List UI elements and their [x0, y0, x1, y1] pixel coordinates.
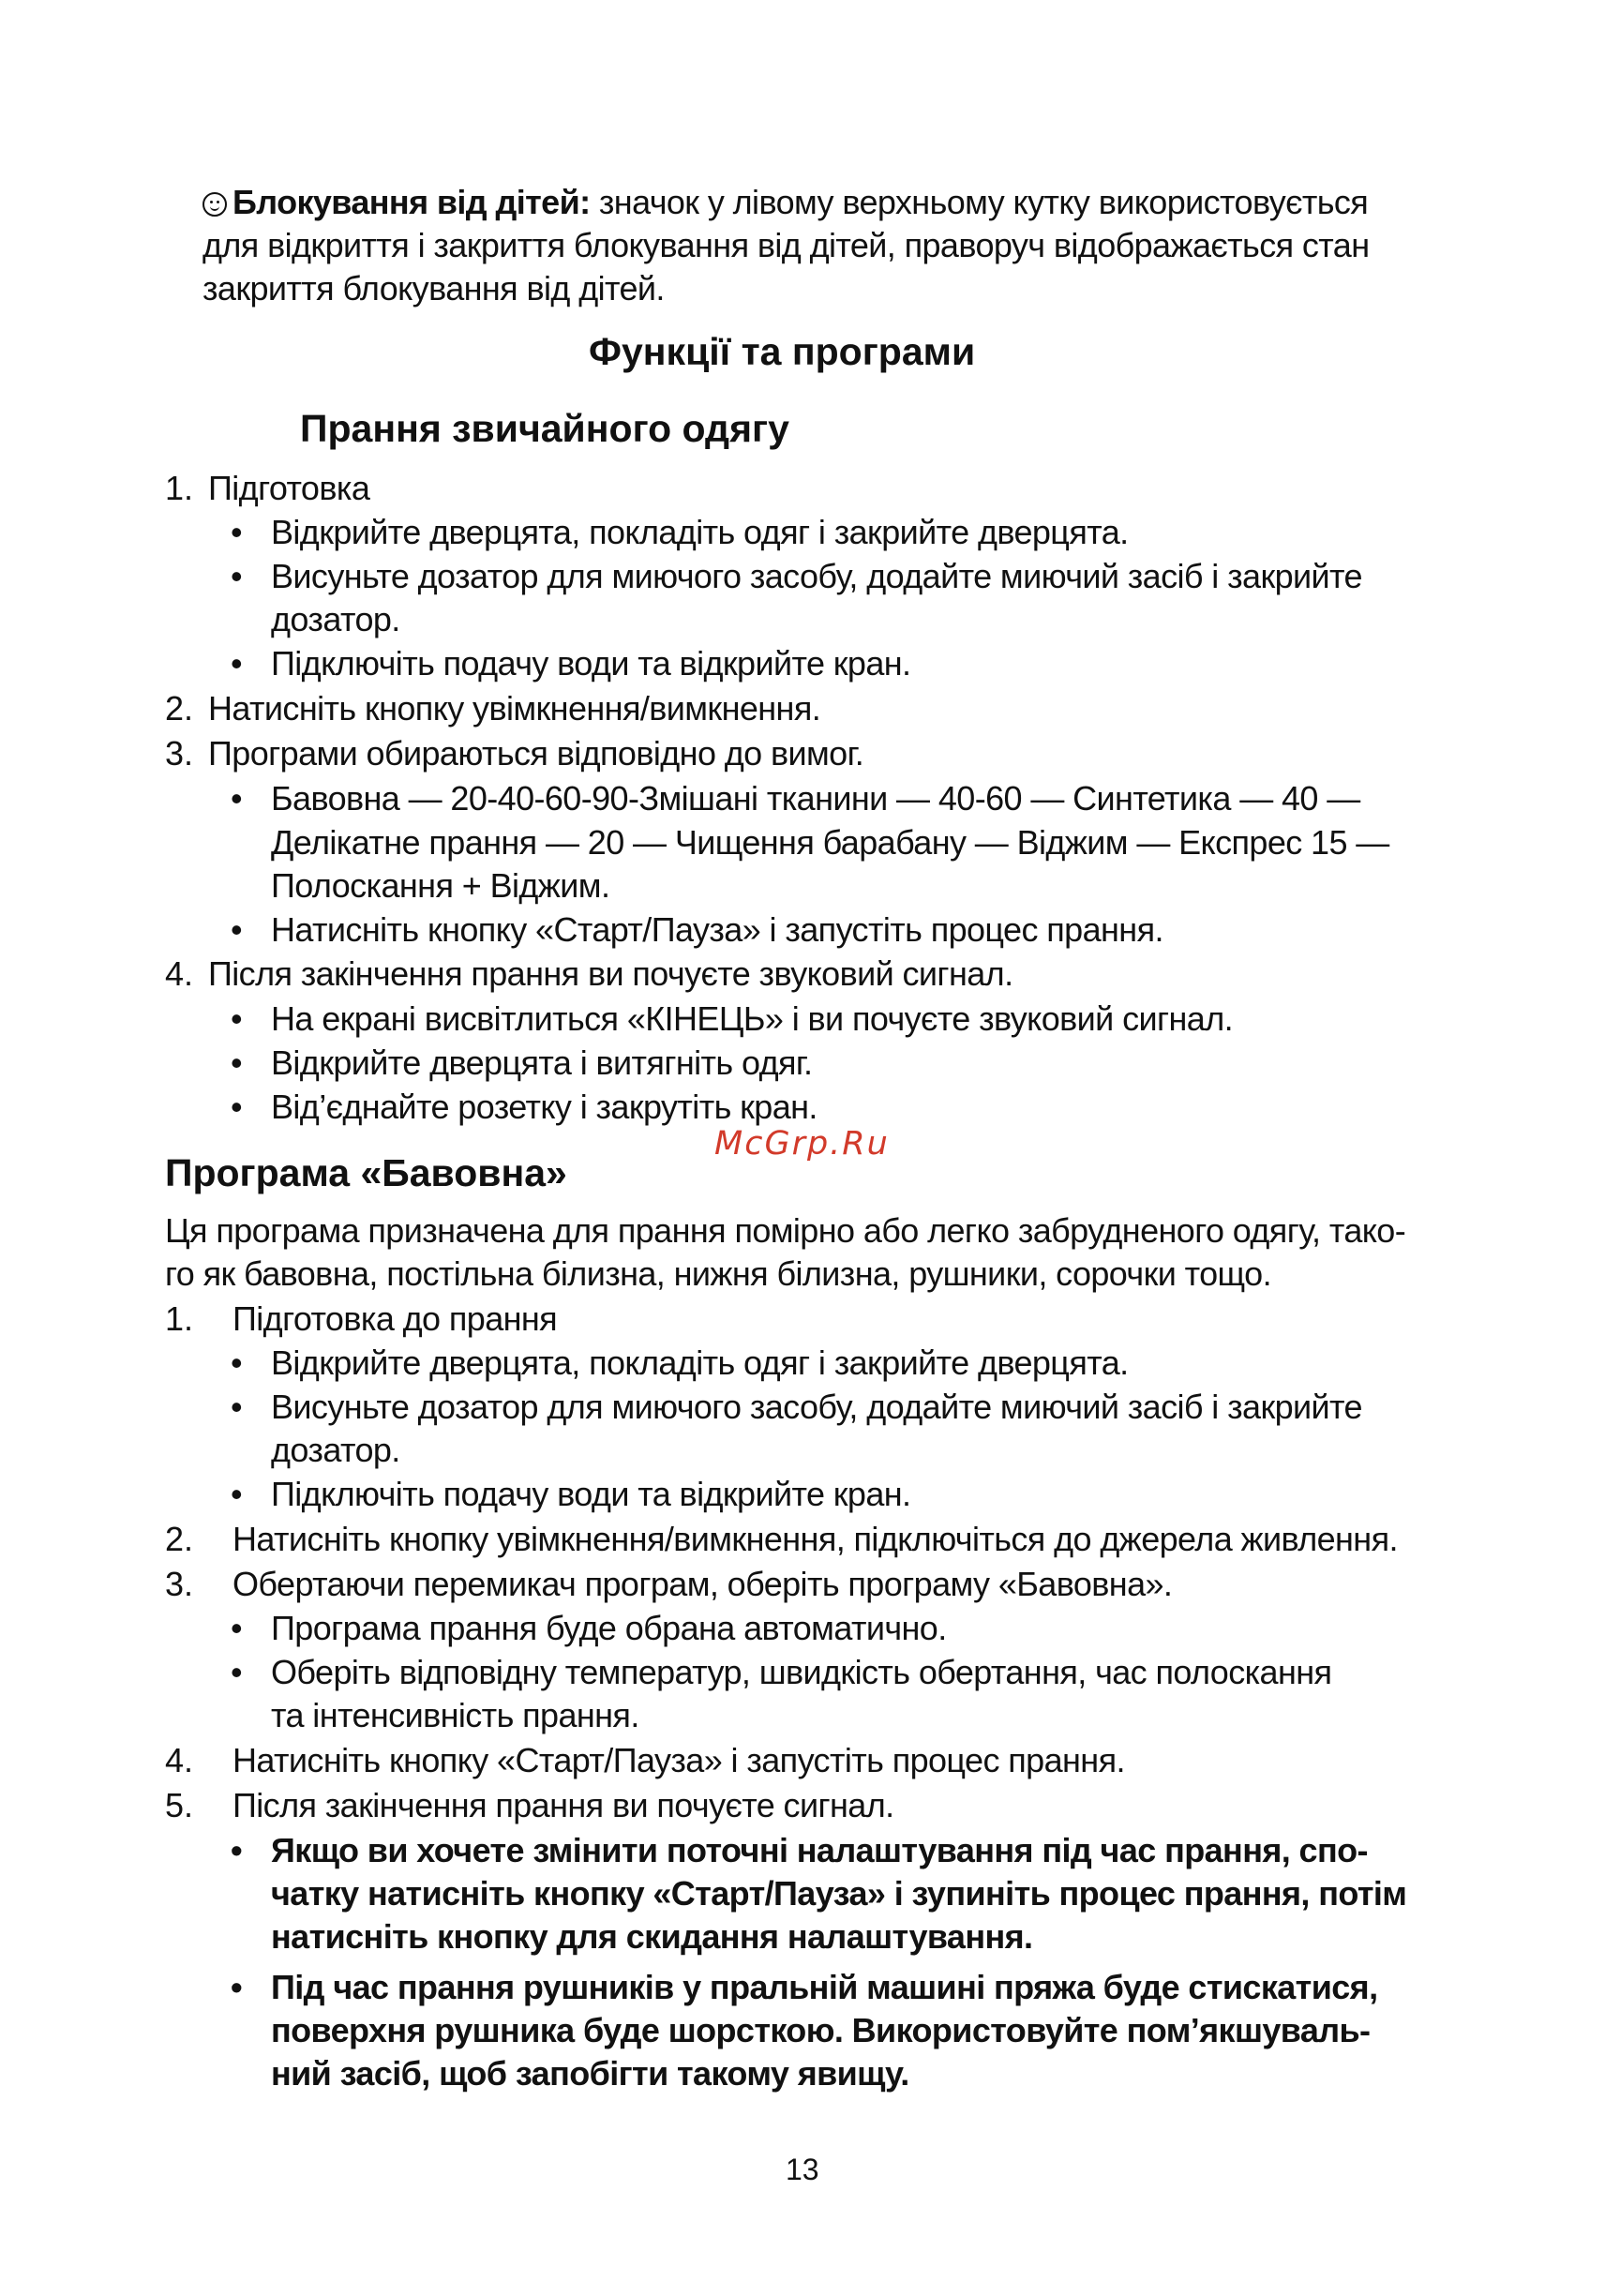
child-lock-line-2: для відкриття і закриття блокування від дітей, праворуч відображається стан: [202, 226, 1370, 264]
list-item: Відкрийте дверцята, покладіть одяг і закрийте дверцята.: [271, 1343, 1129, 1382]
child-lock-line-1: [202, 181, 1368, 224]
bullet-icon: •: [231, 513, 243, 551]
step-number: 2.: [165, 1520, 194, 1558]
note-item-cont: поверхня рушника буде шорсткою. Використовуйте пом’якшуваль-: [271, 2011, 1371, 2049]
bullet-icon: •: [231, 1343, 243, 1382]
bullet-icon: •: [231, 1088, 243, 1126]
step-text: Натисніть кнопку увімкнення/вимкнення, підключіться до джерела живлення.: [232, 1520, 1398, 1558]
normal-wash-title: Прання звичайного одягу: [300, 407, 789, 450]
child-lock-title: Блокування від дітей:: [232, 183, 591, 221]
cotton-intro-1: Ця програма призначена для прання помірно або легко забрудненого одягу, тако-: [165, 1211, 1406, 1250]
cotton-intro-2: го як бавовна, постільна білизна, нижня білизна, рушники, сорочки тощо.: [165, 1254, 1271, 1293]
list-item-cont: Делікатне прання — 20 — Чищення барабану — Віджим — Експрес 15 —: [271, 823, 1389, 862]
list-item-cont: Полоскання + Віджим.: [271, 866, 610, 905]
list-item: Підключіть подачу води та відкрийте кран.: [271, 644, 911, 683]
step-text: Натисніть кнопку увімкнення/вимкнення.: [208, 689, 821, 728]
step-number: 1.: [165, 1299, 194, 1338]
list-item: Підключіть подачу води та відкрийте кран.: [271, 1475, 911, 1513]
list-item: Висуньте дозатор для миючого засобу, додайте миючий засіб і закрийте: [271, 557, 1362, 595]
note-item: Під час прання рушників у пральній машині пряжа буде стискатися,: [271, 1968, 1378, 2006]
step-text: Підготовка до прання: [232, 1299, 558, 1338]
list-item: Натисніть кнопку «Старт/Пауза» і запустіть процес прання.: [271, 910, 1163, 949]
list-item: Від’єднайте розетку і закрутіть кран.: [271, 1088, 818, 1126]
list-item: Оберіть відповідну температур, швидкість обертання, час полоскання: [271, 1653, 1332, 1691]
child-lock-text-1: значок у лівому верхньому кутку використовується: [598, 183, 1369, 221]
step-number: 4.: [165, 1741, 194, 1779]
step-text: Програми обираються відповідно до вимог.: [208, 734, 864, 773]
bullet-icon: •: [231, 1475, 243, 1513]
step-number: 4.: [165, 954, 194, 993]
list-item: Відкрийте дверцята і витягніть одяг.: [271, 1043, 813, 1082]
step-text: Натисніть кнопку «Старт/Пауза» і запустіть процес прання.: [232, 1741, 1125, 1779]
cotton-title: Програма «Бавовна»: [165, 1151, 567, 1194]
list-item: Висуньте дозатор для миючого засобу, додайте миючий засіб і закрийте: [271, 1388, 1362, 1426]
bullet-icon: •: [231, 1968, 243, 2006]
list-item: На екрані висвітлиться «КІНЕЦЬ» і ви почуєте звуковий сигнал.: [271, 999, 1234, 1038]
step-number: 3.: [165, 1565, 194, 1603]
page-number: 13: [786, 2153, 819, 2186]
bullet-icon: •: [231, 1043, 243, 1082]
bullet-icon: •: [231, 910, 243, 949]
step-number: 5.: [165, 1786, 194, 1824]
list-item-cont: та інтенсивність прання.: [271, 1696, 639, 1734]
list-item-cont: дозатор.: [271, 600, 400, 638]
step-number: 2.: [165, 689, 194, 728]
note-item-cont: ний засіб, щоб запобігти такому явищу.: [271, 2054, 909, 2093]
list-item: Відкрийте дверцята, покладіть одяг і закрийте дверцята.: [271, 513, 1129, 551]
step-number: 3.: [165, 734, 194, 773]
child-lock-line-3: закриття блокування від дітей.: [202, 269, 665, 308]
step-text: Обертаючи перемикач програм, оберіть програму «Бавовна».: [232, 1565, 1173, 1603]
bullet-icon: •: [231, 779, 243, 818]
note-item-cont: чатку натисніть кнопку «Старт/Пауза» і зупиніть процес прання, потім: [271, 1874, 1407, 1913]
smiley-icon: [202, 192, 227, 217]
step-number: 1.: [165, 469, 194, 507]
bullet-icon: •: [231, 1609, 243, 1647]
list-item-cont: дозатор.: [271, 1431, 400, 1469]
bullet-icon: •: [231, 644, 243, 683]
bullet-icon: •: [231, 557, 243, 595]
step-text: Після закінчення прання ви почуєте звуковий сигнал.: [208, 954, 1013, 993]
list-item: Програма прання буде обрана автоматично.: [271, 1609, 947, 1647]
watermark-text: McGrp.Ru: [714, 1125, 890, 1163]
bullet-icon: •: [231, 999, 243, 1038]
note-item-cont: натисніть кнопку для скидання налаштування.: [271, 1917, 1033, 1956]
step-text: Після закінчення прання ви почуєте сигнал.: [232, 1786, 894, 1824]
bullet-icon: •: [231, 1388, 243, 1426]
bullet-icon: •: [231, 1831, 243, 1869]
bullet-icon: •: [231, 1653, 243, 1691]
note-item: Якщо ви хочете змінити поточні налаштування під час прання, спо-: [271, 1831, 1368, 1869]
section-title: Функції та програми: [589, 330, 976, 373]
step-text: Підготовка: [208, 469, 370, 507]
list-item: Бавовна — 20-40-60-90-Змішані тканини — 40-60 — Синтетика — 40 —: [271, 779, 1360, 818]
